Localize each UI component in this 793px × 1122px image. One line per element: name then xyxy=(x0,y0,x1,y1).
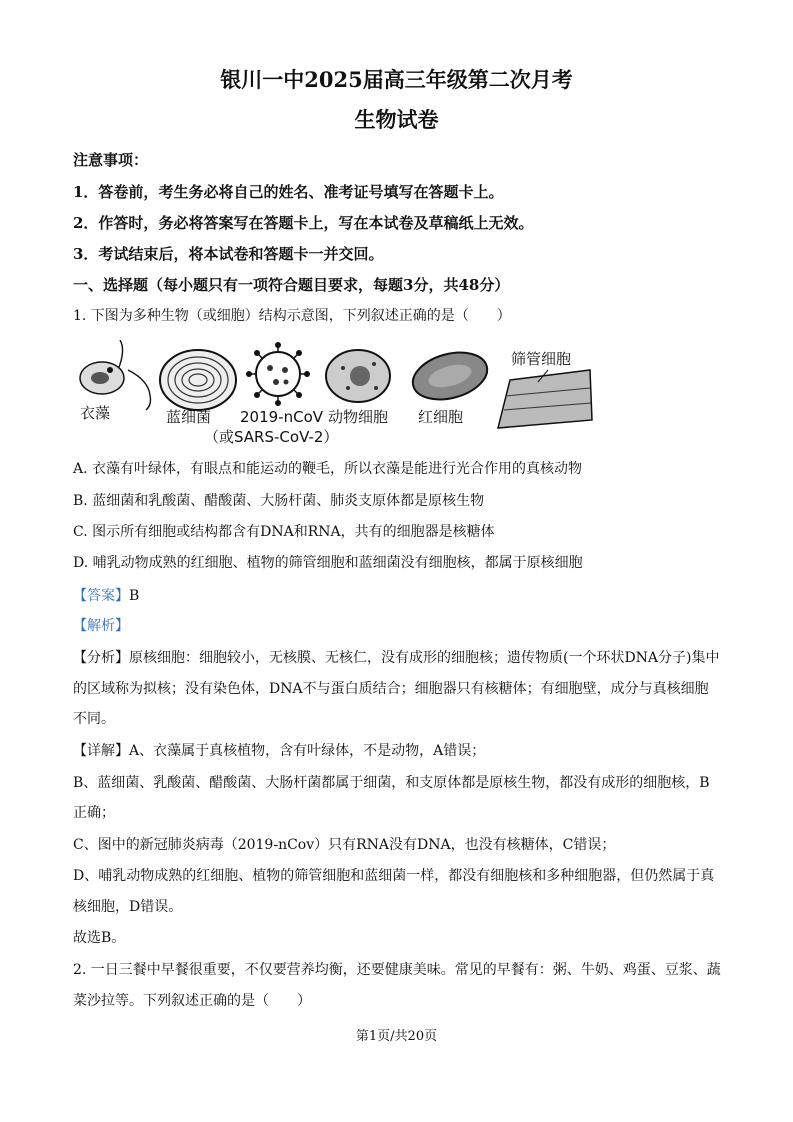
xiangjie-tag: 【详解】 xyxy=(73,743,129,759)
note-item-1: 1．答卷前，考生务必将自己的姓名、准考证号填写在答题卡上。 xyxy=(73,183,504,201)
exam-title: 银川一中2025届高三年级第二次月考 xyxy=(220,67,573,92)
detail-line-4: C、图中的新冠肺炎病毒（2019-nCov）只有RNA没有DNA，也没有核糖体，C错误； xyxy=(73,837,616,853)
analysis-line-3: 不同。 xyxy=(73,711,115,727)
fenxi-tag: 【分析】 xyxy=(73,650,129,666)
answer-line xyxy=(73,586,733,606)
detail-line-7: 故选B。 xyxy=(73,930,126,946)
option-c: C. 图示所有细胞或结构都含有DNA和RNA，共有的细胞器是核糖体 xyxy=(73,524,495,540)
option-b: B. 蓝细菌和乳酸菌、醋酸菌、大肠杆菌、肺炎支原体都是原核生物 xyxy=(73,493,485,509)
section-heading: 一、选择题（每小题只有一项符合题目要求，每题3分，共48分） xyxy=(73,276,510,294)
question-1-stem: 1. 下图为多种生物（或细胞）结构示意图，下列叙述正确的是（ ） xyxy=(73,308,511,324)
animal-cell-illustration xyxy=(326,350,390,402)
fenxi-text-1: 原核细胞：细胞较小，无核膜、无核仁，没有成形的细胞核；遗传物质(一个环状DNA分子)集中 xyxy=(129,650,720,666)
detail-line-5: D、哺乳动物成熟的红细胞、植物的筛管细胞和蓝细菌一样，都没有细胞核和多种细胞器，但仍然属于真 xyxy=(73,868,715,884)
answer-value: B xyxy=(129,588,140,604)
figure-label-2019-ncov: 2019-nCoV xyxy=(240,408,324,426)
sieve-tube-cell-illustration xyxy=(498,350,592,428)
note-item-3: 3．考试结束后，将本试卷和答题卡一并交回。 xyxy=(73,245,384,263)
figure-label-red-blood-cell: 红细胞 xyxy=(418,408,464,426)
coronavirus-illustration xyxy=(246,342,310,406)
detail-line-6: 核细胞，D错误。 xyxy=(73,899,183,915)
detail-line-1 xyxy=(73,741,733,761)
question-1-figure xyxy=(78,340,598,450)
analysis-line-2: 的区域称为拟核；没有染色体，DNA不与蛋白质结合；细胞器只有核糖体；有细胞壁，成分与真核细胞 xyxy=(73,681,709,697)
answer-tag: 【答案】 xyxy=(73,588,129,604)
analysis-line-1 xyxy=(73,648,733,668)
figure-label-sars-cov-2: （或SARS-CoV-2） xyxy=(204,428,339,446)
figure-label-sieve-tube: 筛管细胞 xyxy=(511,350,572,368)
cyanobacteria-illustration xyxy=(160,350,236,410)
option-d: D. 哺乳动物成熟的红细胞、植物的筛管细胞和蓝细菌没有细胞核，都属于原核细胞 xyxy=(73,555,583,571)
analysis-tag: 【解析】 xyxy=(73,618,129,634)
detail-line-3: 正确； xyxy=(73,805,115,821)
page-footer: 第1页/共20页 xyxy=(355,1029,438,1044)
red-blood-cell-illustration xyxy=(408,345,493,407)
chlamydomonas-illustration xyxy=(80,340,151,410)
detail-text-1: A、衣藻属于真核植物，含有叶绿体，不是动物，A错误； xyxy=(129,743,486,759)
figure-label-animal-cell: 动物细胞 xyxy=(328,408,389,426)
exam-subtitle: 生物试卷 xyxy=(354,107,439,132)
detail-line-2: B、蓝细菌、乳酸菌、醋酸菌、大肠杆菌都属于细菌，和支原体都是原核生物，都没有成形的细胞核，B xyxy=(73,775,710,791)
figure-label-chlamydomonas: 衣藻 xyxy=(80,404,111,422)
option-a: A. 衣藻有叶绿体，有眼点和能运动的鞭毛，所以衣藻是能进行光合作用的真核动物 xyxy=(73,461,583,477)
figure-label-cyanobacteria: 蓝细菌 xyxy=(166,408,212,426)
notes-heading: 注意事项： xyxy=(73,151,149,169)
note-item-2: 2．作答时，务必将答案写在答题卡上，写在本试卷及草稿纸上无效。 xyxy=(73,214,534,232)
question-2-stem-2: 菜沙拉等。下列叙述正确的是（ ） xyxy=(73,993,311,1009)
question-2-stem-1: 2. 一日三餐中早餐很重要，不仅要营养均衡，还要健康美味。常见的早餐有：粥、牛奶、鸡蛋、豆浆、蔬 xyxy=(73,962,721,978)
